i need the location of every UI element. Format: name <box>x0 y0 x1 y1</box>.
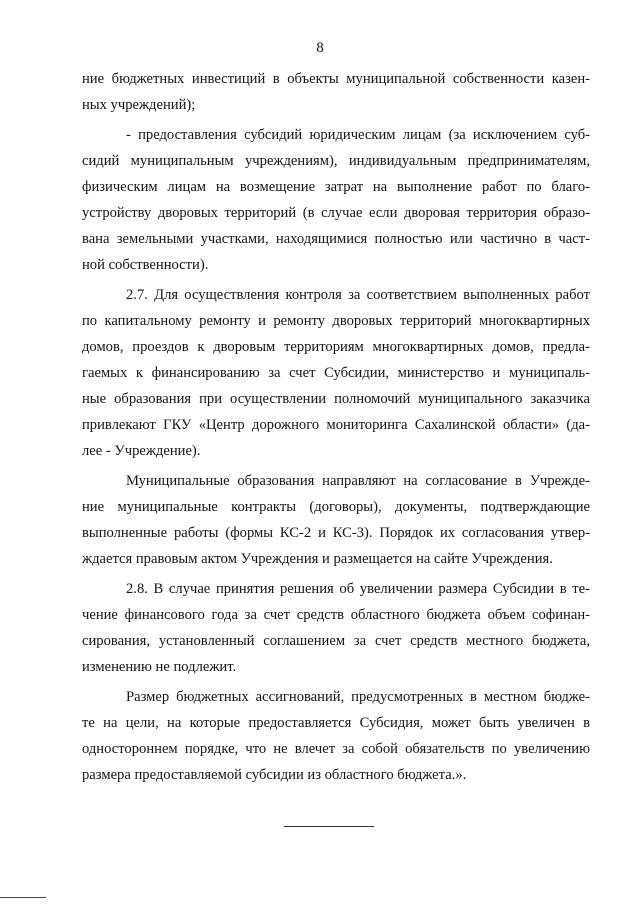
text-line: ные образования при осуществлении полномочий муниципального заказчика <box>82 391 590 407</box>
text-line: сидий муниципальным учреждениям), индивидуальным предпринимателям, <box>82 153 590 169</box>
text-line: гаемых к финансированию за счет Субсидии, министерство и муниципаль- <box>82 365 590 381</box>
text-line: ной собственности). <box>82 257 209 273</box>
text-line: ние муниципальные контракты (договоры), документы, подтверждающие <box>82 499 590 515</box>
paragraph-2 <box>82 122 590 278</box>
text-line: 2.7. Для осуществления контроля за соответствием выполненных работ <box>126 287 590 303</box>
text-line: 2.8. В случае принятия решения об увеличении размера Субсидии в те- <box>126 581 590 597</box>
text-line: домов, проездов к дворовым территориям многоквартирных домов, предла- <box>82 339 590 355</box>
paragraph-6 <box>82 684 590 788</box>
text-line: ных учреждений); <box>82 97 196 113</box>
text-line: Размер бюджетных ассигнований, предусмотренных в местном бюдже- <box>126 689 590 705</box>
text-line: сирования, установленный соглашением за счет средств местного бюджета, <box>82 633 590 649</box>
text-line: вана земельными участками, находящимися полностью или частично в част- <box>82 231 590 247</box>
text-line: чение финансового года за счет средств областного бюджета объем софинан- <box>82 607 590 623</box>
text-line: - предоставления субсидий юридическим лицам (за исключением суб- <box>126 127 590 143</box>
paragraph-5 <box>82 576 590 680</box>
text-line: ние бюджетных инвестиций в объекты муниципальной собственности казен- <box>82 71 590 87</box>
text-line: физическим лицам на возмещение затрат на выполнение работ по благо- <box>82 179 590 195</box>
text-line: выполненные работы (формы КС-2 и КС-3). Порядок их согласования утвер- <box>82 525 590 541</box>
text-line: лее - Учреждение). <box>82 443 201 459</box>
text-line: одностороннем порядке, что не влечет за собой обязательств по увеличению <box>82 741 590 757</box>
text-line: ждается правовым актом Учреждения и размещается на сайте Учреждения. <box>82 551 553 567</box>
text-line: размера предоставляемой субсидии из областного бюджета.». <box>82 767 467 783</box>
paragraph-3 <box>82 282 590 464</box>
paragraph-4 <box>82 468 590 572</box>
text-line: привлекают ГКУ «Центр дорожного мониторинга Сахалинской области» (да- <box>82 417 590 433</box>
text-line: те на цели, на которые предоставляется Субсидия, может быть увеличен в <box>82 715 590 731</box>
page-number: 8 <box>316 40 324 56</box>
scan-edge-mark <box>0 897 46 898</box>
text-line: изменению не подлежит. <box>82 659 237 675</box>
text-line: Муниципальные образования направляют на согласование в Учрежде- <box>126 473 590 489</box>
text-line: по капитальному ремонту и ремонту дворовых территорий многоквартирных <box>82 313 590 329</box>
text-line: устройству дворовых территорий (в случае если дворовая территория образо- <box>82 205 590 221</box>
end-of-text-rule <box>284 826 374 827</box>
document-body <box>82 66 590 788</box>
paragraph-1 <box>82 66 590 118</box>
